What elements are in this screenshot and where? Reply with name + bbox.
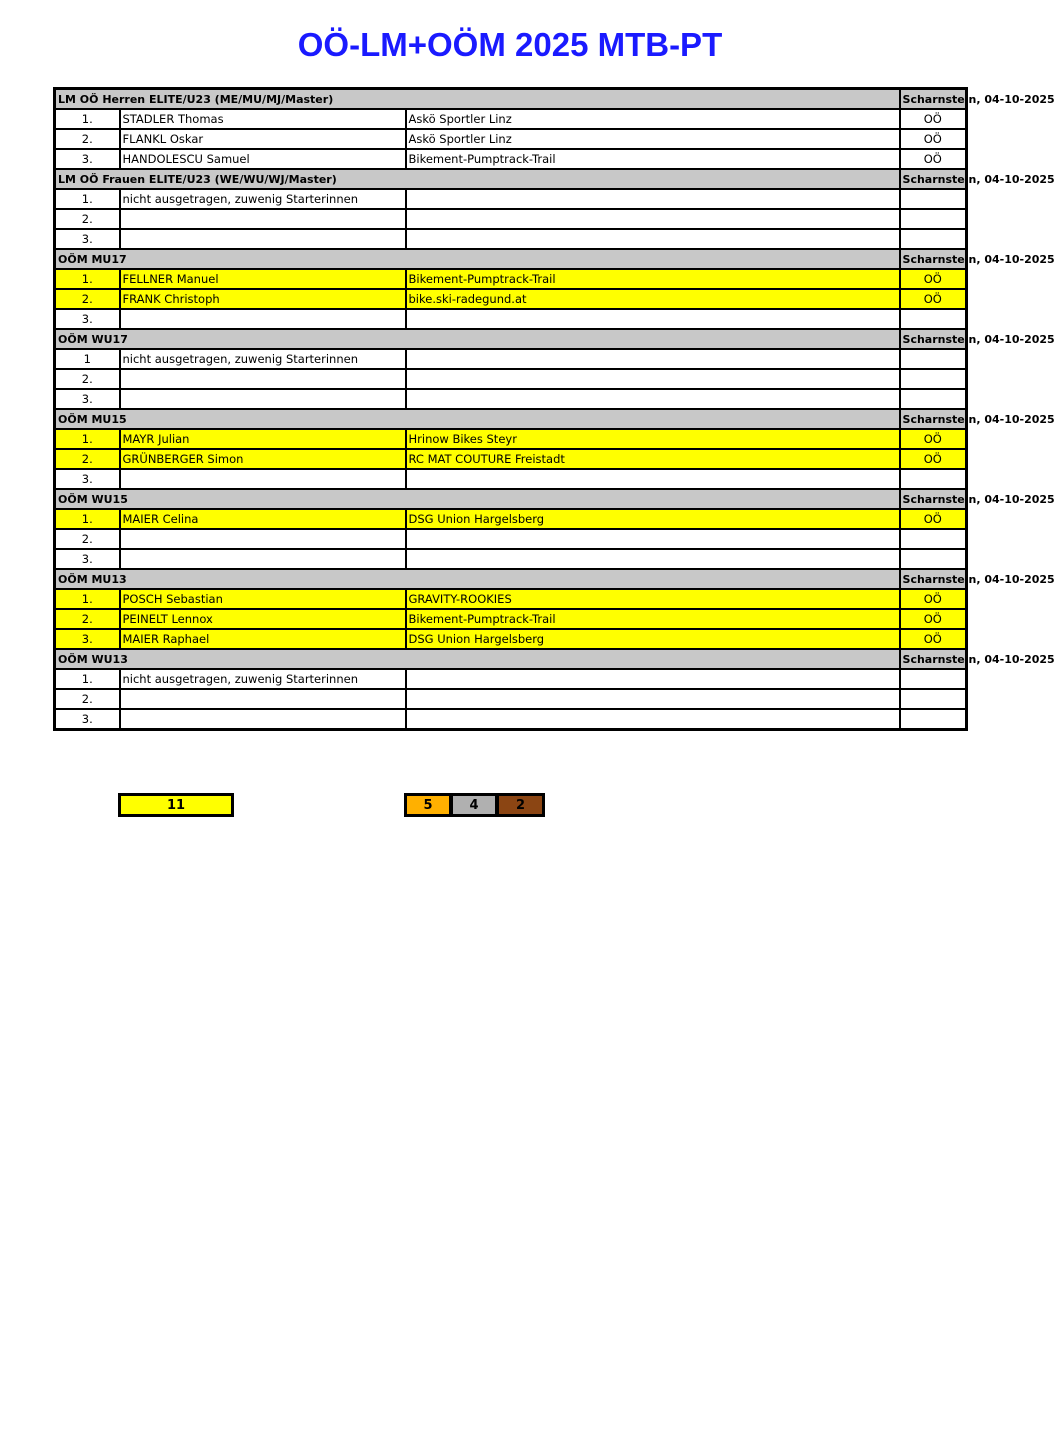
result-row xyxy=(55,609,967,629)
rank-cell: 2. xyxy=(55,289,120,309)
club-cell: Bikement-Pumptrack-Trail xyxy=(406,269,900,289)
section-place-date: Scharnstein, 04-10-2025 xyxy=(900,649,967,669)
result-row xyxy=(55,549,967,569)
result-row xyxy=(55,269,967,289)
club-cell xyxy=(406,189,900,209)
section-place-date: Scharnstein, 04-10-2025 xyxy=(900,89,967,110)
gold-count: 5 xyxy=(404,793,452,817)
name-cell: MAIER Celina xyxy=(120,509,406,529)
state-cell: OÖ xyxy=(900,129,967,149)
section-title: LM OÖ Frauen ELITE/U23 (WE/WU/WJ/Master) xyxy=(55,169,900,189)
state-cell xyxy=(900,309,967,329)
state-cell: OÖ xyxy=(900,109,967,129)
name-cell: nicht ausgetragen, zuwenig Starterinnen xyxy=(120,189,406,209)
club-cell: Bikement-Pumptrack-Trail xyxy=(406,149,900,169)
result-row xyxy=(55,689,967,709)
section-header xyxy=(55,649,967,669)
state-cell: OÖ xyxy=(900,629,967,649)
state-cell: OÖ xyxy=(900,269,967,289)
result-row xyxy=(55,509,967,529)
club-cell xyxy=(406,469,900,489)
result-row xyxy=(55,209,967,229)
state-cell xyxy=(900,209,967,229)
section-place-date: Scharnstein, 04-10-2025 xyxy=(900,329,967,349)
rank-cell: 3. xyxy=(55,709,120,730)
club-cell: DSG Union Hargelsberg xyxy=(406,629,900,649)
name-cell xyxy=(120,369,406,389)
club-cell: RC MAT COUTURE Freistadt xyxy=(406,449,900,469)
rank-cell: 1. xyxy=(55,509,120,529)
section-place-date: Scharnstein, 04-10-2025 xyxy=(900,489,967,509)
result-row xyxy=(55,449,967,469)
club-cell xyxy=(406,549,900,569)
rank-cell: 2. xyxy=(55,689,120,709)
silver-count: 4 xyxy=(450,793,498,817)
name-cell: PEINELT Lennox xyxy=(120,609,406,629)
state-cell: OÖ xyxy=(900,589,967,609)
result-row xyxy=(55,289,967,309)
state-cell xyxy=(900,469,967,489)
club-cell xyxy=(406,349,900,369)
rank-cell: 1. xyxy=(55,589,120,609)
name-cell: HANDOLESCU Samuel xyxy=(120,149,406,169)
section-title: LM OÖ Herren ELITE/U23 (ME/MU/MJ/Master) xyxy=(55,89,900,110)
club-cell xyxy=(406,389,900,409)
section-place-date: Scharnstein, 04-10-2025 xyxy=(900,169,967,189)
name-cell: GRÜNBERGER Simon xyxy=(120,449,406,469)
rank-cell: 2. xyxy=(55,209,120,229)
result-row xyxy=(55,229,967,249)
page-title: OÖ-LM+OÖM 2025 MTB-PT xyxy=(297,26,723,63)
rank-cell: 1. xyxy=(55,189,120,209)
rank-cell: 2. xyxy=(55,529,120,549)
rank-cell: 2. xyxy=(55,449,120,469)
club-cell: DSG Union Hargelsberg xyxy=(406,509,900,529)
club-cell: Bikement-Pumptrack-Trail xyxy=(406,609,900,629)
section-title: OÖM WU17 xyxy=(55,329,900,349)
name-cell xyxy=(120,529,406,549)
name-cell: STADLER Thomas xyxy=(120,109,406,129)
result-row xyxy=(55,149,967,169)
rank-cell: 3. xyxy=(55,229,120,249)
name-cell: MAYR Julian xyxy=(120,429,406,449)
club-cell xyxy=(406,209,900,229)
name-cell xyxy=(120,689,406,709)
result-row xyxy=(55,389,967,409)
club-cell xyxy=(406,369,900,389)
club-cell: Hrinow Bikes Steyr xyxy=(406,429,900,449)
section-title: OÖM WU13 xyxy=(55,649,900,669)
section-place-date: Scharnstein, 04-10-2025 xyxy=(900,409,967,429)
result-row xyxy=(55,349,967,369)
club-cell xyxy=(406,689,900,709)
name-cell xyxy=(120,309,406,329)
rank-cell: 1. xyxy=(55,429,120,449)
state-cell: OÖ xyxy=(900,149,967,169)
state-cell: OÖ xyxy=(900,429,967,449)
section-header xyxy=(55,329,967,349)
rank-cell: 3. xyxy=(55,309,120,329)
section-header xyxy=(55,89,967,110)
state-cell xyxy=(900,529,967,549)
state-cell xyxy=(900,689,967,709)
name-cell: FELLNER Manuel xyxy=(120,269,406,289)
state-cell: OÖ xyxy=(900,449,967,469)
result-row xyxy=(55,529,967,549)
section-place-date: Scharnstein, 04-10-2025 xyxy=(900,249,967,269)
section-title: OÖM MU13 xyxy=(55,569,900,589)
rank-cell: 1 xyxy=(55,349,120,369)
state-cell xyxy=(900,389,967,409)
state-cell xyxy=(900,669,967,689)
section-header xyxy=(55,489,967,509)
result-row xyxy=(55,629,967,649)
section-place-date: Scharnstein, 04-10-2025 xyxy=(900,569,967,589)
club-cell: Askö Sportler Linz xyxy=(406,109,900,129)
section-header xyxy=(55,409,967,429)
rank-cell: 3. xyxy=(55,549,120,569)
club-cell: Askö Sportler Linz xyxy=(406,129,900,149)
state-cell xyxy=(900,709,967,730)
rank-cell: 1. xyxy=(55,669,120,689)
rank-cell: 1. xyxy=(55,109,120,129)
club-cell xyxy=(406,309,900,329)
state-cell: OÖ xyxy=(900,609,967,629)
result-row xyxy=(55,369,967,389)
rank-cell: 2. xyxy=(55,609,120,629)
club-cell: GRAVITY-ROOKIES xyxy=(406,589,900,609)
club-cell xyxy=(406,709,900,730)
rank-cell: 3. xyxy=(55,629,120,649)
result-row xyxy=(55,429,967,449)
name-cell: FLANKL Oskar xyxy=(120,129,406,149)
state-cell: OÖ xyxy=(900,509,967,529)
name-cell: POSCH Sebastian xyxy=(120,589,406,609)
state-cell xyxy=(900,349,967,369)
name-cell xyxy=(120,549,406,569)
name-cell: MAIER Raphael xyxy=(120,629,406,649)
club-cell xyxy=(406,529,900,549)
section-header xyxy=(55,169,967,189)
name-cell xyxy=(120,209,406,229)
total-highlighted-count: 11 xyxy=(118,793,234,817)
rank-cell: 2. xyxy=(55,129,120,149)
name-cell xyxy=(120,469,406,489)
rank-cell: 3. xyxy=(55,389,120,409)
result-row xyxy=(55,669,967,689)
result-row xyxy=(55,189,967,209)
result-row xyxy=(55,109,967,129)
result-row xyxy=(55,709,967,730)
state-cell xyxy=(900,369,967,389)
section-title: OÖM WU15 xyxy=(55,489,900,509)
club-cell xyxy=(406,229,900,249)
result-row xyxy=(55,469,967,489)
name-cell: nicht ausgetragen, zuwenig Starterinnen xyxy=(120,349,406,369)
result-row xyxy=(55,309,967,329)
name-cell: FRANK Christoph xyxy=(120,289,406,309)
section-header xyxy=(55,569,967,589)
name-cell: nicht ausgetragen, zuwenig Starterinnen xyxy=(120,669,406,689)
club-cell: bike.ski-radegund.at xyxy=(406,289,900,309)
name-cell xyxy=(120,229,406,249)
rank-cell: 3. xyxy=(55,149,120,169)
club-cell xyxy=(406,669,900,689)
state-cell xyxy=(900,189,967,209)
rank-cell: 2. xyxy=(55,369,120,389)
result-row xyxy=(55,129,967,149)
section-title: OÖM MU17 xyxy=(55,249,900,269)
rank-cell: 3. xyxy=(55,469,120,489)
name-cell xyxy=(120,389,406,409)
section-title: OÖM MU15 xyxy=(55,409,900,429)
name-cell xyxy=(120,709,406,730)
rank-cell: 1. xyxy=(55,269,120,289)
section-header xyxy=(55,249,967,269)
state-cell xyxy=(900,229,967,249)
state-cell xyxy=(900,549,967,569)
bronze-count: 2 xyxy=(496,793,545,817)
results-table xyxy=(53,87,1055,731)
state-cell: OÖ xyxy=(900,289,967,309)
result-row xyxy=(55,589,967,609)
